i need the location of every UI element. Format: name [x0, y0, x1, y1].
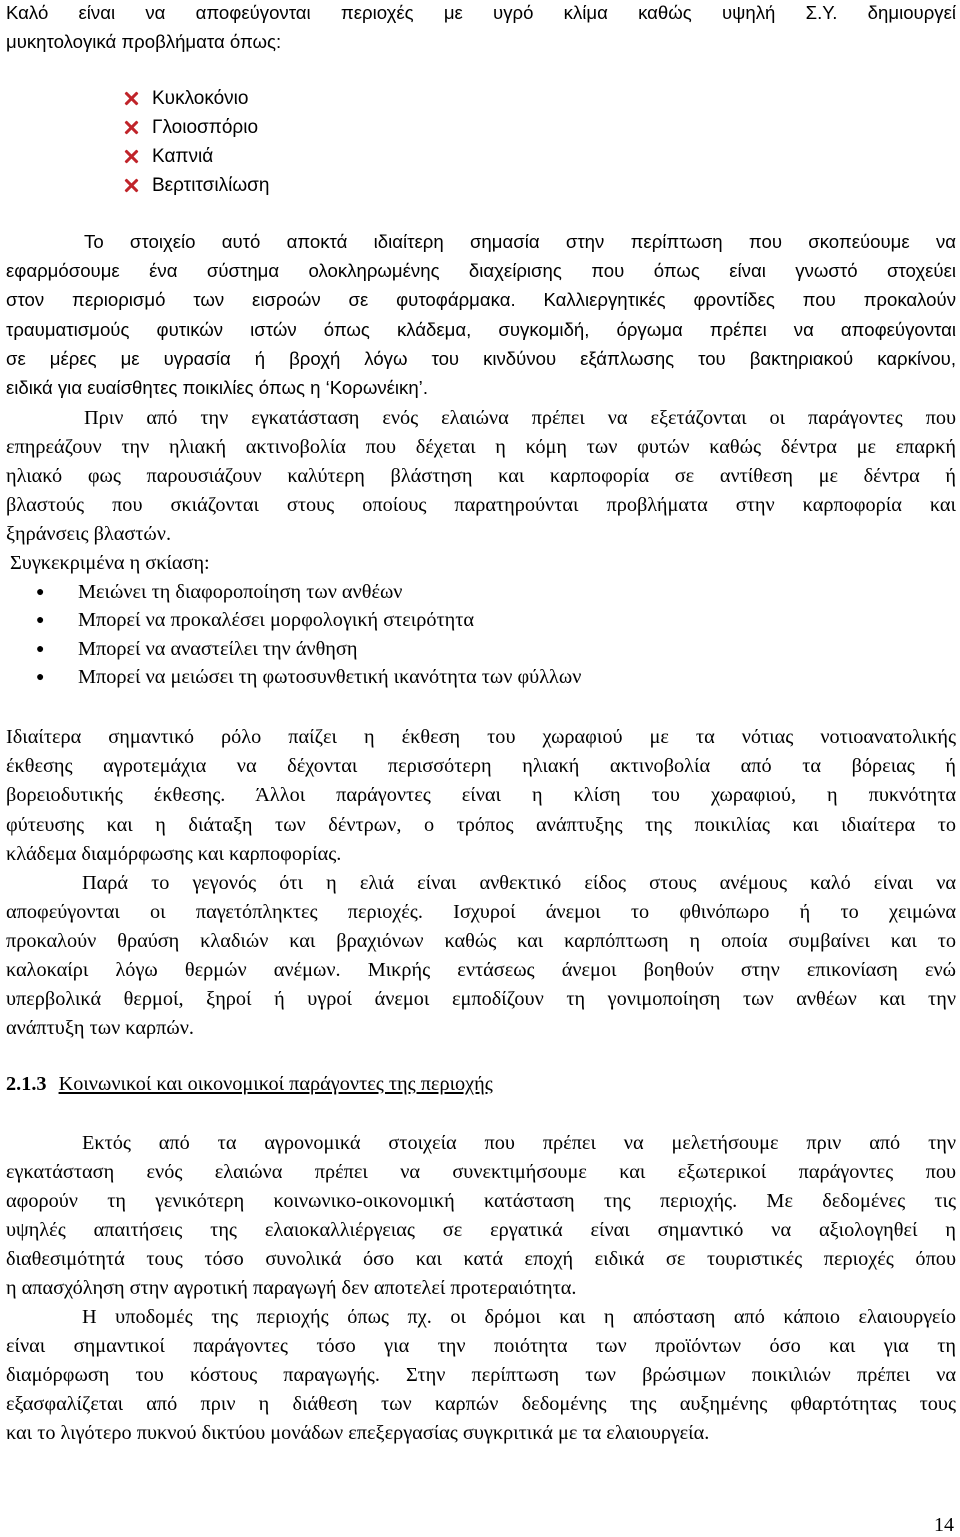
- paragraph-line: υψηλές απαιτήσεις της ελαιοκαλλιέργειας σε εργατικά είναι σημαντικό να αξιολογηθεί η: [6, 1219, 956, 1241]
- bullet-icon: ●: [36, 613, 45, 628]
- paragraph-line: υπερβολικά θερμοί, ξηροί ή υγροί άνεμοι εμποδίζουν τη γονιμοποίηση των ανθέων και την: [6, 988, 956, 1010]
- paragraph-line: και το λιγότερο πυκνού δικτύου μονάδων επεξεργασίας συγκριτικά με τα ελαιουργεία.: [6, 1422, 710, 1444]
- paragraph-line: διαθεσιμότητά τους τόσο συνολικά όσο και κατά εποχή ειδικά σε τουριστικές περιοχές όπου: [6, 1248, 956, 1270]
- paragraph-line: στον περιορισμό των εισροών σε φυτοφάρμακα. Καλλιεργητικές φροντίδες που προκαλούν: [6, 289, 956, 310]
- paragraph-line: τραυματισμούς φυτικών ιστών όπως κλάδεμα, συγκομιδή, όργωμα πρέπει να αποφεύγονται: [6, 319, 956, 340]
- paragraph-line: ξηράνσεις βλαστών.: [6, 523, 172, 545]
- paragraph-line: φύτευσης και η διάταξη των δέντρων, ο τρόπος ανάπτυξης της ποικιλίας και ιδιαίτερα το: [6, 814, 956, 836]
- paragraph-line: είναι σημαντικοί παράγοντες τόσο για την ποιότητα των προϊόντων όσο και για τη: [6, 1335, 956, 1357]
- paragraph-line: Πριν από την εγκατάσταση ενός ελαιώνα πρέπει να εξετάζονται οι παράγοντες που: [84, 407, 956, 429]
- paragraph-line: βλαστούς που σκιάζονται στους οποίους παρατηρούνται προβλήματα στην καρποφορία και: [6, 494, 956, 516]
- list-item: ● Μειώνει τη διαφοροποίηση των ανθέων: [36, 581, 403, 603]
- bullet-icon: ●: [36, 670, 45, 685]
- paragraph-line: προκαλούν θραύση κλαδιών και βραχιόνων καθώς και καρπόπτωση η οποία συμβαίνει και το: [6, 930, 956, 952]
- paragraph-line: ηλιακό φως παρουσιάζουν καλύτερη βλάστηση και καρποφορία σε αντίθεση με δέντρα ή: [6, 465, 956, 487]
- cross-icon: [124, 178, 138, 192]
- paragraph-line: η απασχόληση στην αγροτική παραγωγή δεν αποτελεί προτεραιότητα.: [6, 1277, 577, 1299]
- cross-icon: [124, 120, 138, 134]
- cross-icon: [124, 91, 138, 105]
- paragraph-line: έκθεσης αγροτεμάχια να δέχονται περισσότερη ηλιακή ακτινοβολία από τα βόρειας ή: [6, 755, 956, 777]
- page-number: 14: [934, 1514, 954, 1536]
- intro-line-1: Καλό είναι να αποφεύγονται περιοχές με υγρό κλίμα καθώς υψηλή Σ.Υ. δημιουργεί: [6, 2, 956, 23]
- shading-intro: Συγκεκριμένα η σκίαση:: [10, 552, 210, 574]
- paragraph-line: Ιδιαίτερα σημαντικό ρόλο παίζει η έκθεση του χωραφιού με τα νότιας νοτιοανατολικής: [6, 726, 956, 748]
- section-heading: [6, 1072, 493, 1096]
- bullet-icon: ●: [36, 585, 45, 600]
- bullet-icon: ●: [36, 642, 45, 657]
- intro-line-2: μυκητολογικά προβλήματα όπως:: [6, 31, 282, 52]
- paragraph-line: Εκτός από τα αγρονομικά στοιχεία που πρέπει να μελετήσουμε πριν από την: [82, 1132, 956, 1154]
- paragraph-line: αποφεύγονται οι παγετόπληκτες περιοχές. Ισχυροί άνεμοι το φθινόπωρο ή το χειμώνα: [6, 901, 956, 923]
- paragraph-line: Το στοιχείο αυτό αποκτά ιδιαίτερη σημασία στην περίπτωση που σκοπεύουμε να: [84, 231, 956, 252]
- paragraph-line: ανάπτυξη των καρπών.: [6, 1017, 194, 1039]
- paragraph-line: ειδικά για ευαίσθητες ποικιλίες όπως η ‘Κορωνέικη’.: [6, 377, 428, 398]
- paragraph-line: βορειοδυτικής έκθεσης. Άλλοι παράγοντες είναι η κλίση του χωραφιού, η πυκνότητα: [6, 784, 956, 806]
- paragraph-line: επηρεάζουν την ηλιακή ακτινοβολία που δέχεται η κόμη των φυτών καθώς δέντρα με επαρκή: [6, 436, 956, 458]
- list-item: Καπνιά: [124, 145, 213, 169]
- paragraph-line: Παρά το γεγονός ότι η ελιά είναι ανθεκτικό είδος στους ανέμους καλό είναι να: [82, 872, 956, 894]
- paragraph-line: κλάδεμα διαμόρφωσης και καρποφορίας.: [6, 843, 342, 865]
- list-item: Βερτιτσιλίωση: [124, 174, 269, 198]
- paragraph-line: Η υποδομές της περιοχής όπως πχ. οι δρόμοι και η απόσταση από κάποιο ελαιουργείο: [82, 1306, 956, 1328]
- list-item: ● Μπορεί να αναστείλει την άνθηση: [36, 638, 358, 660]
- list-item: Κυκλοκόνιο: [124, 87, 248, 111]
- list-item: ● Μπορεί να προκαλέσει μορφολογική στειρότητα: [36, 609, 475, 631]
- paragraph-line: διαμόρφωση του κόστους παραγωγής. Στην περίπτωση των βρώσιμων ποικιλιών πρέπει να: [6, 1364, 956, 1386]
- paragraph-line: σε μέρες με υγρασία ή βροχή λόγω του κινδύνου εξάπλωσης του βακτηριακού καρκίνου,: [6, 348, 956, 369]
- paragraph-line: καλοκαίρι λόγω θερμών ανέμων. Μικρής εντάσεως άνεμοι βοηθούν στην επικονίαση ενώ: [6, 959, 956, 981]
- paragraph-line: εφαρμόσουμε ένα σύστημα ολοκληρωμένης διαχείρισης που όπως είναι γνωστό στοχεύει: [6, 260, 956, 281]
- section-number: 2.1.3: [6, 1073, 47, 1095]
- cross-icon: [124, 149, 138, 163]
- list-item: Γλοιοσπόριο: [124, 116, 258, 140]
- paragraph-line: αφορούν τη γενικότερη κοινωνικο-οικονομική κατάσταση της περιοχής. Με δεδομένες τις: [6, 1190, 956, 1212]
- paragraph-line: εγκατάσταση ενός ελαιώνα πρέπει να συνεκτιμήσουμε και εξωτερικοί παράγοντες που: [6, 1161, 956, 1183]
- list-item: ● Μπορεί να μειώσει τη φωτοσυνθετική ικανότητα των φύλλων: [36, 666, 582, 688]
- section-title: Κοινωνικοί και οικονομικοί παράγοντες της περιοχής: [58, 1073, 493, 1095]
- paragraph-line: εξασφαλίζεται από πριν η διάθεση των καρπών δεδομένης της αυξημένης φθαρτότητας τους: [6, 1393, 956, 1415]
